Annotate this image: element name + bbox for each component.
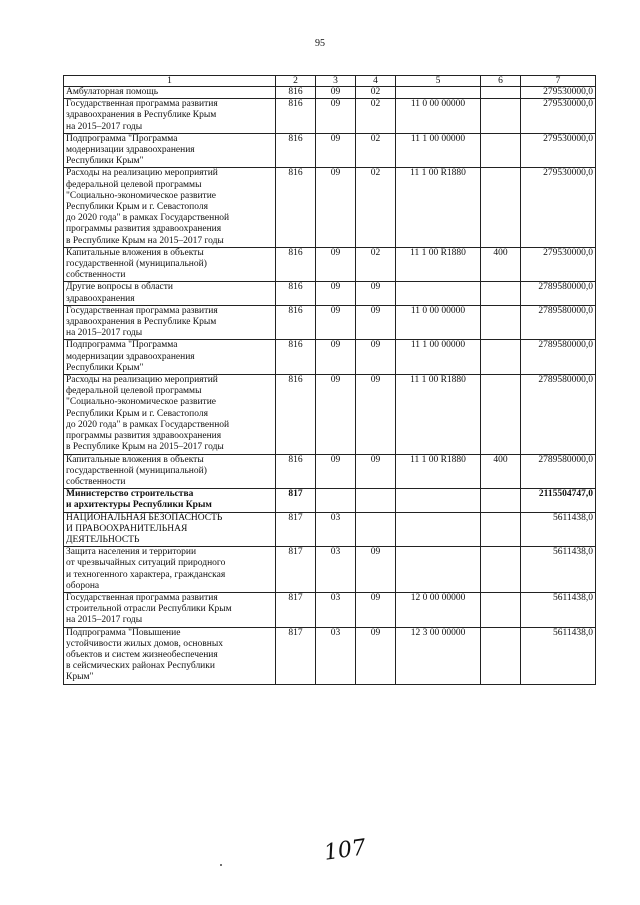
subsection-code: 02 (356, 133, 396, 168)
amount: 2789580000,0 (521, 305, 596, 340)
subsection-code: 09 (356, 454, 396, 489)
subsection-code: 02 (356, 99, 396, 134)
table-row (64, 99, 596, 134)
subsection-code: 09 (356, 305, 396, 340)
subsection-code (356, 512, 396, 547)
amount: 5611438,0 (521, 627, 596, 684)
expense-type-code (481, 340, 521, 375)
target-article-code: 11 1 00 00000 (396, 133, 481, 168)
expense-type-code (481, 547, 521, 593)
ministry-code: 816 (276, 87, 316, 99)
table-row (64, 168, 596, 247)
table-row (64, 547, 596, 593)
amount: 2789580000,0 (521, 375, 596, 454)
amount: 2789580000,0 (521, 282, 596, 305)
row-name: Расходы на реализацию мероприятий федеральной целевой программы "Социально-экономическое развитие Республики Крым и г. Севастополя до 2020 года" в рамках Государственной программы развития здравоохранения в Республике Крым на 2015–2017 годы (64, 375, 276, 454)
expense-type-code (481, 87, 521, 99)
ministry-code: 817 (276, 547, 316, 593)
row-name: Защита населения и территории от чрезвычайных ситуаций природного и техногенного характера, гражданская оборона (64, 547, 276, 593)
ministry-code: 816 (276, 282, 316, 305)
expense-type-code (481, 512, 521, 547)
target-article-code: 11 0 00 00000 (396, 305, 481, 340)
section-code: 03 (316, 547, 356, 593)
subsection-code: 09 (356, 627, 396, 684)
target-article-code (396, 547, 481, 593)
amount: 2115504747,0 (521, 489, 596, 512)
section-code: 09 (316, 99, 356, 134)
ministry-code: 817 (276, 512, 316, 547)
row-name: Амбулаторная помощь (64, 87, 276, 99)
target-article-code (396, 489, 481, 512)
target-article-code: 11 1 00 00000 (396, 340, 481, 375)
table-row (64, 512, 596, 547)
ministry-code: 816 (276, 168, 316, 247)
table-header-row (64, 76, 596, 87)
column-header: 2 (276, 76, 316, 87)
table-row (64, 340, 596, 375)
expense-type-code (481, 282, 521, 305)
target-article-code: 11 1 00 R1880 (396, 454, 481, 489)
target-article-code: 12 3 00 00000 (396, 627, 481, 684)
column-header: 3 (316, 76, 356, 87)
ministry-code: 817 (276, 627, 316, 684)
section-code: 09 (316, 375, 356, 454)
row-name: Расходы на реализацию мероприятий федеральной целевой программы "Социально-экономическое развитие Республики Крым и г. Севастополя до 2020 года" в рамках Государственной программы развития здравоохранения в Республике Крым на 2015–2017 годы (64, 168, 276, 247)
ministry-code: 817 (276, 489, 316, 512)
amount: 279530000,0 (521, 133, 596, 168)
amount: 5611438,0 (521, 592, 596, 627)
column-header: 1 (64, 76, 276, 87)
row-name: Капитальные вложения в объекты государственной (муниципальной) собственности (64, 454, 276, 489)
section-code: 09 (316, 247, 356, 282)
row-name: Министерство строительства и архитектуры Республики Крым (64, 489, 276, 512)
amount: 279530000,0 (521, 99, 596, 134)
subsection-code: 09 (356, 282, 396, 305)
amount: 279530000,0 (521, 87, 596, 99)
amount: 5611438,0 (521, 547, 596, 593)
row-name: Подпрограмма "Программа модернизации здравоохранения Республики Крым" (64, 340, 276, 375)
expense-type-code (481, 489, 521, 512)
subsection-code: 02 (356, 87, 396, 99)
amount: 5611438,0 (521, 512, 596, 547)
expense-type-code: 400 (481, 247, 521, 282)
row-name: Другие вопросы в области здравоохранения (64, 282, 276, 305)
section-code: 09 (316, 168, 356, 247)
budget-table (63, 75, 596, 685)
target-article-code (396, 87, 481, 99)
table-row (64, 592, 596, 627)
subsection-code: 02 (356, 247, 396, 282)
ministry-code: 817 (276, 592, 316, 627)
section-code: 09 (316, 133, 356, 168)
table-row (64, 305, 596, 340)
target-article-code: 11 0 00 00000 (396, 99, 481, 134)
amount: 279530000,0 (521, 168, 596, 247)
target-article-code (396, 282, 481, 305)
column-header: 4 (356, 76, 396, 87)
expense-type-code (481, 133, 521, 168)
amount: 2789580000,0 (521, 454, 596, 489)
row-name: Подпрограмма "Повышение устойчивости жилых домов, основных объектов и систем жизнеобеспечения в сейсмических районах Республики Крым" (64, 627, 276, 684)
section-code: 09 (316, 87, 356, 99)
subsection-code: 02 (356, 168, 396, 247)
table-row (64, 627, 596, 684)
section-code: 09 (316, 454, 356, 489)
section-code: 03 (316, 627, 356, 684)
ministry-code: 816 (276, 305, 316, 340)
section-code: 09 (316, 340, 356, 375)
table-row (64, 133, 596, 168)
target-article-code: 11 1 00 R1880 (396, 168, 481, 247)
expense-type-code (481, 305, 521, 340)
expense-type-code (481, 592, 521, 627)
expense-type-code (481, 375, 521, 454)
column-header: 5 (396, 76, 481, 87)
expense-type-code (481, 168, 521, 247)
row-name: Капитальные вложения в объекты государственной (муниципальной) собственности (64, 247, 276, 282)
table-row (64, 489, 596, 512)
row-name: Государственная программа развития строительной отрасли Республики Крым на 2015–2017 годы (64, 592, 276, 627)
section-code: 09 (316, 305, 356, 340)
amount: 279530000,0 (521, 247, 596, 282)
subsection-code: 09 (356, 547, 396, 593)
ministry-code: 816 (276, 133, 316, 168)
section-code (316, 489, 356, 512)
subsection-code: 09 (356, 592, 396, 627)
ministry-code: 816 (276, 454, 316, 489)
expense-type-code (481, 99, 521, 134)
ministry-code: 816 (276, 340, 316, 375)
subsection-code: 09 (356, 375, 396, 454)
column-header: 7 (521, 76, 596, 87)
section-code: 09 (316, 282, 356, 305)
target-article-code: 11 1 00 R1880 (396, 375, 481, 454)
table-row (64, 282, 596, 305)
column-header: 6 (481, 76, 521, 87)
table-row (64, 87, 596, 99)
amount: 2789580000,0 (521, 340, 596, 375)
table-row (64, 247, 596, 282)
expense-type-code: 400 (481, 454, 521, 489)
row-name: Государственная программа развития здравоохранения в Республике Крым на 2015–2017 годы (64, 305, 276, 340)
handwritten-page-number: 107 (322, 835, 368, 866)
table-row (64, 454, 596, 489)
expense-type-code (481, 627, 521, 684)
target-article-code: 11 1 00 R1880 (396, 247, 481, 282)
section-code: 03 (316, 592, 356, 627)
row-name: Подпрограмма "Программа модернизации здравоохранения Республики Крым" (64, 133, 276, 168)
scan-speck (220, 864, 222, 866)
subsection-code (356, 489, 396, 512)
target-article-code: 12 0 00 00000 (396, 592, 481, 627)
ministry-code: 816 (276, 99, 316, 134)
row-name: Государственная программа развития здравоохранения в Республике Крым на 2015–2017 годы (64, 99, 276, 134)
page-number: 95 (315, 38, 325, 49)
row-name: НАЦИОНАЛЬНАЯ БЕЗОПАСНОСТЬ И ПРАВООХРАНИТЕЛЬНАЯ ДЕЯТЕЛЬНОСТЬ (64, 512, 276, 547)
section-code: 03 (316, 512, 356, 547)
subsection-code: 09 (356, 340, 396, 375)
table-row (64, 375, 596, 454)
ministry-code: 816 (276, 247, 316, 282)
target-article-code (396, 512, 481, 547)
ministry-code: 816 (276, 375, 316, 454)
